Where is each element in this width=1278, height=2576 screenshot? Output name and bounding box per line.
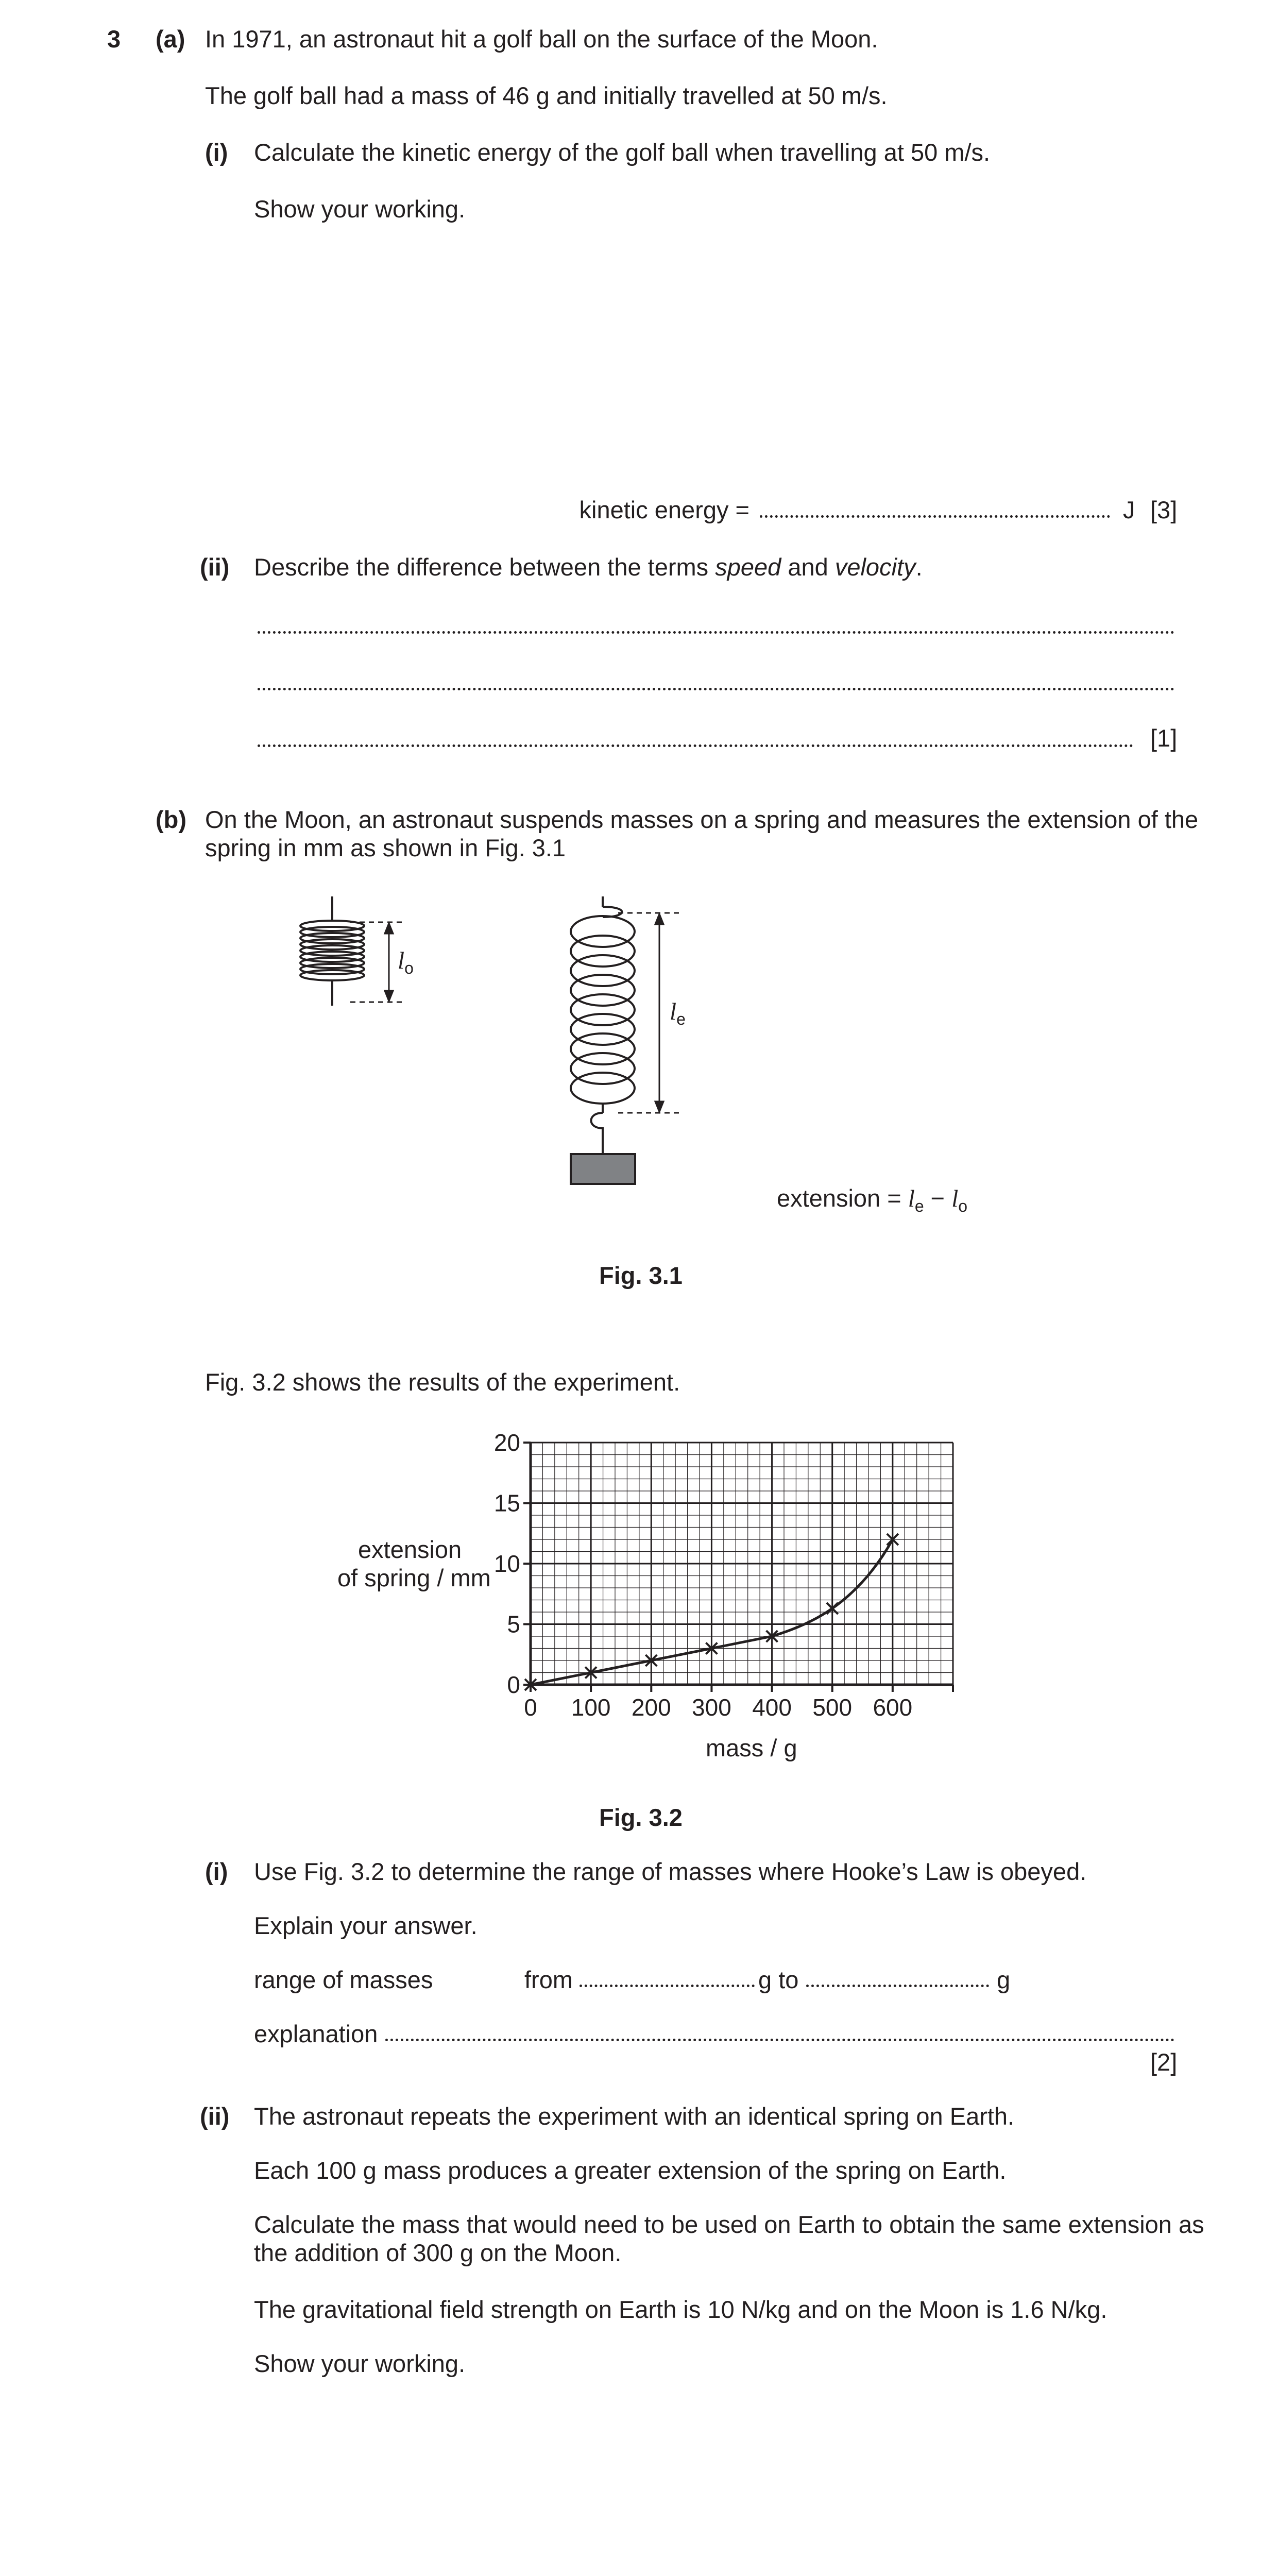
part-b-intro-1: On the Moon, an astronaut suspends masses on a spring and measures the extension of the xyxy=(205,806,1199,833)
fig-3-2-intro: Fig. 3.2 shows the results of the experiment. xyxy=(205,1368,680,1396)
from-label: from xyxy=(524,1966,573,1993)
range-from-answer-line[interactable] xyxy=(580,1985,755,1987)
term-speed: speed xyxy=(715,553,781,581)
part-b-i-label: (i) xyxy=(205,1858,228,1885)
part-a-ii-question: Describe the difference between the terms speed and velocity. xyxy=(254,553,923,581)
term-velocity: velocity xyxy=(834,553,916,581)
part-b-ii-line-3a: Calculate the mass that would need to be used on Earth to obtain the same extension as xyxy=(254,2211,1204,2238)
y-tick-label: 15 xyxy=(493,1489,520,1517)
question-number: 3 xyxy=(107,25,121,53)
x-tick-label: 0 xyxy=(524,1694,537,1721)
part-a-intro-1: In 1971, an astronaut hit a golf ball on the surface of the Moon. xyxy=(205,25,878,53)
kinetic-energy-marks: [3] xyxy=(1150,496,1178,523)
hook xyxy=(591,1113,603,1140)
answer-line[interactable] xyxy=(258,744,1133,747)
part-a-ii-label: (ii) xyxy=(200,553,230,581)
x-tick-label: 400 xyxy=(752,1694,792,1721)
le-label: $l_e$ xyxy=(670,998,686,1028)
y-tick-label: 5 xyxy=(507,1611,520,1638)
explanation-label: explanation xyxy=(254,2020,378,2047)
part-b-ii-instruction: Show your working. xyxy=(254,2350,466,2377)
x-tick-label: 100 xyxy=(571,1694,611,1721)
part-b-label: (b) xyxy=(156,806,187,833)
part-b-ii-label: (ii) xyxy=(200,2103,230,2130)
x-axis-label: mass / g xyxy=(706,1734,797,1761)
y-tick-label: 20 xyxy=(493,1429,520,1456)
answer-line[interactable] xyxy=(258,688,1174,690)
part-b-ii-line-2: Each 100 g mass produces a greater extension of the spring on Earth. xyxy=(254,2157,1007,2184)
part-a-i-instruction: Show your working. xyxy=(254,195,466,223)
fig-3-1-caption: Fig. 3.1 xyxy=(599,1262,683,1289)
y-axis-label-line-1: extension xyxy=(358,1536,462,1563)
extension-equation: extension = $l_e - l_o$ xyxy=(777,1184,968,1215)
fig-3-1-springs xyxy=(278,886,690,1195)
answer-line[interactable] xyxy=(258,631,1174,634)
l0-label: $l_o$ xyxy=(398,947,414,977)
range-of-masses-label: range of masses xyxy=(254,1966,433,1993)
x-tick-label: 300 xyxy=(692,1694,731,1721)
part-b-intro-2: spring in mm as shown in Fig. 3.1 xyxy=(205,834,566,861)
x-tick-label: 200 xyxy=(631,1694,671,1721)
part-b-i-instruction: Explain your answer. xyxy=(254,1912,478,1939)
explanation-answer-line[interactable] xyxy=(385,2039,1174,2041)
part-a-intro-2: The golf ball had a mass of 46 g and initially travelled at 50 m/s. xyxy=(205,82,888,109)
part-a-label: (a) xyxy=(156,25,185,53)
part-a-i-label: (i) xyxy=(205,139,228,166)
part-b-ii-line-4: The gravitational field strength on Earth is 10 N/kg and on the Moon is 1.6 N/kg. xyxy=(254,2296,1107,2323)
part-b-ii-line-1: The astronaut repeats the experiment with an identical spring on Earth. xyxy=(254,2103,1015,2130)
kinetic-energy-unit: J xyxy=(1123,496,1135,523)
g-to-label: g to xyxy=(758,1966,799,1993)
g-end-label: g xyxy=(997,1966,1011,1993)
part-b-ii-line-3b: the addition of 300 g on the Moon. xyxy=(254,2239,622,2266)
part-a-i-question: Calculate the kinetic energy of the golf ball when travelling at 50 m/s. xyxy=(254,139,991,166)
range-to-answer-line[interactable] xyxy=(806,1985,989,1987)
x-tick-label: 600 xyxy=(873,1694,913,1721)
x-tick-label: 500 xyxy=(812,1694,853,1721)
kinetic-energy-answer-line[interactable] xyxy=(760,515,1110,518)
fig-3-2-caption: Fig. 3.2 xyxy=(599,1804,683,1831)
part-b-i-question: Use Fig. 3.2 to determine the range of masses where Hooke’s Law is obeyed. xyxy=(254,1858,1087,1885)
y-tick-label: 10 xyxy=(493,1550,520,1577)
hanging-mass xyxy=(571,1154,635,1184)
y-axis-label-line-2: of spring / mm xyxy=(337,1564,491,1591)
part-b-i-marks: [2] xyxy=(1150,2048,1178,2076)
part-a-ii-marks: [1] xyxy=(1150,724,1178,752)
kinetic-energy-label: kinetic energy = xyxy=(579,496,749,523)
y-tick-label: 0 xyxy=(507,1671,520,1698)
